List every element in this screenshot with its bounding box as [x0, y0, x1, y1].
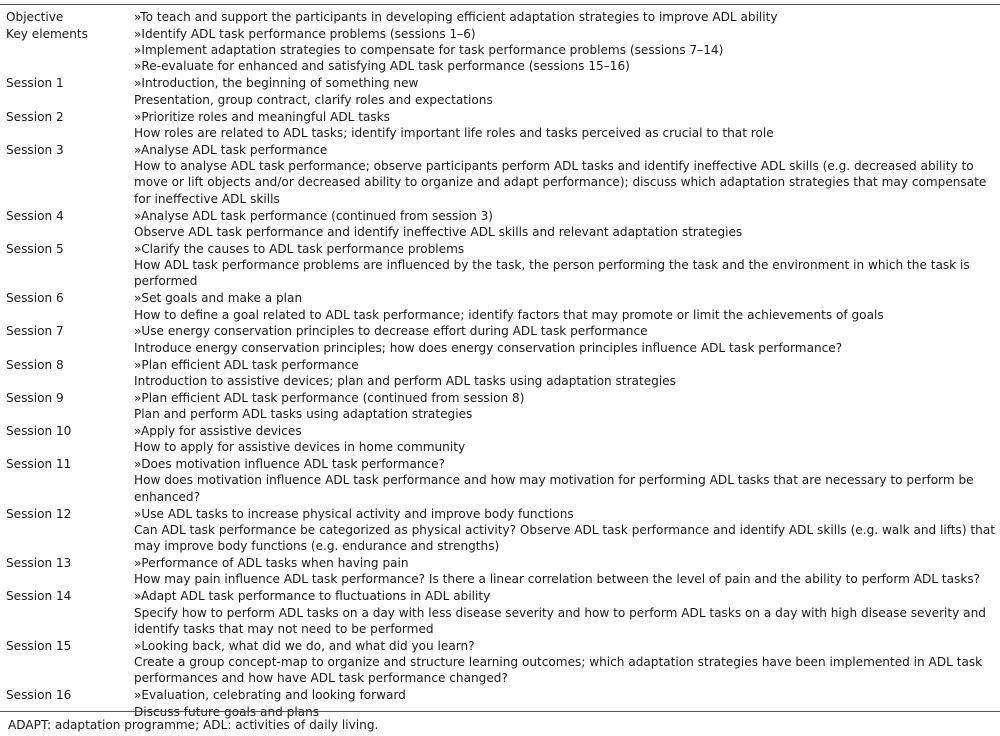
- programme-table: [0, 9, 1000, 720]
- row-label: Session 16: [6, 688, 72, 703]
- row-bullet: » Analyse ADL task performance (continued from session 3): [134, 208, 996, 224]
- row-content: [134, 208, 1000, 241]
- row-bullet: » Prioritize roles and meaningful ADL tasks: [134, 109, 996, 125]
- row-bullet: » Identify ADL task performance problems (sessions 1–6): [134, 26, 996, 42]
- row-bullet: » Clarify the causes to ADL task performance problems: [134, 241, 996, 257]
- row-label: Session 7: [6, 324, 64, 339]
- table-row: [0, 638, 1000, 687]
- row-bullet: » Plan efficient ADL task performance (continued from session 8): [134, 390, 996, 406]
- row-bullet: » Introduction, the beginning of something new: [134, 75, 996, 91]
- table-row: [0, 290, 1000, 323]
- row-description: How to define a goal related to ADL task performance; identify factors that may promote or limit the achievements of goals: [134, 307, 884, 322]
- row-label: Session 12: [6, 506, 72, 521]
- table-row: [0, 9, 1000, 25]
- row-content: [134, 323, 1000, 356]
- row-label: Session 15: [6, 638, 72, 653]
- table-footnote: ADAPT: adaptation programme; ADL: activities of daily living.: [8, 718, 379, 732]
- row-description: How ADL task performance problems are influenced by the task, the person performing the task and the environment in which the task is performed: [134, 258, 970, 289]
- table-row: [0, 26, 1000, 75]
- row-description: Create a group concept-map to organize and structure learning outcomes; which adaptation strategies have been implemented in ADL task performances and how have ADL task performance changed?: [134, 655, 983, 686]
- row-label: Session 13: [6, 556, 72, 571]
- row-bullet: » Re-evaluate for enhanced and satisfying ADL task performance (sessions 15–16): [134, 58, 996, 74]
- row-label: Session 1: [6, 76, 64, 91]
- row-description: Specify how to perform ADL tasks on a day with less disease severity and how to perform ADL tasks on a day with high disease severity and identify tasks that may not need to be performed: [134, 605, 986, 636]
- row-content: [134, 290, 1000, 323]
- row-bullet: » To teach and support the participants in developing efficient adaptation strategies to improve ADL ability: [134, 9, 996, 25]
- table-row: [0, 423, 1000, 456]
- table-row: [0, 390, 1000, 423]
- row-label: Session 4: [6, 208, 64, 223]
- row-content: [134, 687, 1000, 720]
- row-description: Introduction to assistive devices; plan and perform ADL tasks using adaptation strategies: [134, 373, 676, 388]
- row-content: [134, 75, 1000, 108]
- table-row: [0, 323, 1000, 356]
- row-bullet: » Use energy conservation principles to decrease effort during ADL task performance: [134, 323, 996, 339]
- table-row: [0, 687, 1000, 720]
- row-label: Objective: [6, 10, 64, 24]
- row-bullet: » Apply for assistive devices: [134, 423, 996, 439]
- row-bullet: » Performance of ADL tasks when having pain: [134, 555, 996, 571]
- row-label: Session 10: [6, 423, 72, 438]
- row-content: [134, 555, 1000, 588]
- row-content: [134, 142, 1000, 207]
- row-label: Session 14: [6, 589, 72, 604]
- row-content: [134, 26, 1000, 75]
- row-description: Observe ADL task performance and identify ineffective ADL skills and relevant adaptation strategies: [134, 224, 743, 239]
- row-bullet: » Implement adaptation strategies to compensate for task performance problems (sessions 7–14): [134, 42, 996, 58]
- table-row: [0, 456, 1000, 505]
- row-description: How does motivation influence ADL task performance and how may motivation for performing ADL tasks that are necessary to perform be enhanced?: [134, 473, 974, 504]
- table-row: [0, 75, 1000, 108]
- row-content: [134, 390, 1000, 423]
- row-content: [134, 588, 1000, 637]
- row-label: Session 8: [6, 357, 64, 372]
- row-description: Plan and perform ADL tasks using adaptation strategies: [134, 407, 473, 422]
- table-row: [0, 208, 1000, 241]
- row-content: [134, 9, 1000, 25]
- row-bullet: » Adapt ADL task performance to fluctuations in ADL ability: [134, 588, 996, 604]
- table-row: [0, 588, 1000, 637]
- row-description: Can ADL task performance be categorized as physical activity? Observe ADL task performance and identify ADL skills (e.g. walk and lifts) that may improve body functions (e.g. endurance and strengths): [134, 522, 995, 554]
- table-row: [0, 109, 1000, 142]
- table-row: [0, 142, 1000, 207]
- table-bottom-rule: [0, 711, 1000, 712]
- row-description: How to analyse ADL task performance; observe participants perform ADL tasks and identify ineffective ADL skills (e.g. decreased ability to move or lift objects and/or decreased ability to organize and adapt performance); discuss which adaptation strategies that may compensate for ineffective ADL skills: [134, 159, 987, 206]
- row-description: Presentation, group contract, clarify roles and expectations: [134, 92, 493, 107]
- row-label: Session 6: [6, 291, 64, 306]
- row-bullet: » Does motivation influence ADL task performance?: [134, 456, 996, 472]
- row-description: How may pain influence ADL task performance? Is there a linear correlation between the level of pain and the ability to perform ADL tasks?: [134, 572, 981, 587]
- row-bullet: » Set goals and make a plan: [134, 290, 996, 306]
- row-label: Session 2: [6, 109, 64, 124]
- table-row: [0, 357, 1000, 390]
- row-label: Session 9: [6, 390, 64, 405]
- row-label: Session 3: [6, 142, 64, 157]
- table-row: [0, 555, 1000, 588]
- row-description: Discuss future goals and plans: [134, 704, 320, 719]
- row-bullet: » Analyse ADL task performance: [134, 142, 996, 158]
- row-content: [134, 109, 1000, 142]
- row-label: Key elements: [6, 26, 88, 41]
- row-content: [134, 638, 1000, 687]
- table-top-rule: [0, 4, 1000, 5]
- row-bullet: » Use ADL tasks to increase physical activity and improve body functions: [134, 506, 996, 522]
- row-description: How to apply for assistive devices in home community: [134, 440, 466, 455]
- row-content: [134, 456, 1000, 505]
- row-bullet: » Plan efficient ADL task performance: [134, 357, 996, 373]
- row-bullet: » Evaluation, celebrating and looking forward: [134, 687, 996, 703]
- table-row: [0, 241, 1000, 290]
- row-label: Session 11: [6, 457, 72, 472]
- row-description: Introduce energy conservation principles; how does energy conservation principles influence ADL task performance?: [134, 340, 843, 355]
- row-bullet: » Looking back, what did we do, and what did you learn?: [134, 638, 996, 654]
- row-content: [134, 241, 1000, 290]
- table-row: [0, 506, 1000, 555]
- row-description: How roles are related to ADL tasks; identify important life roles and tasks perceived as crucial to that role: [134, 125, 774, 140]
- row-label: Session 5: [6, 241, 64, 256]
- row-content: [134, 506, 1000, 555]
- row-content: [134, 357, 1000, 390]
- row-content: [134, 423, 1000, 456]
